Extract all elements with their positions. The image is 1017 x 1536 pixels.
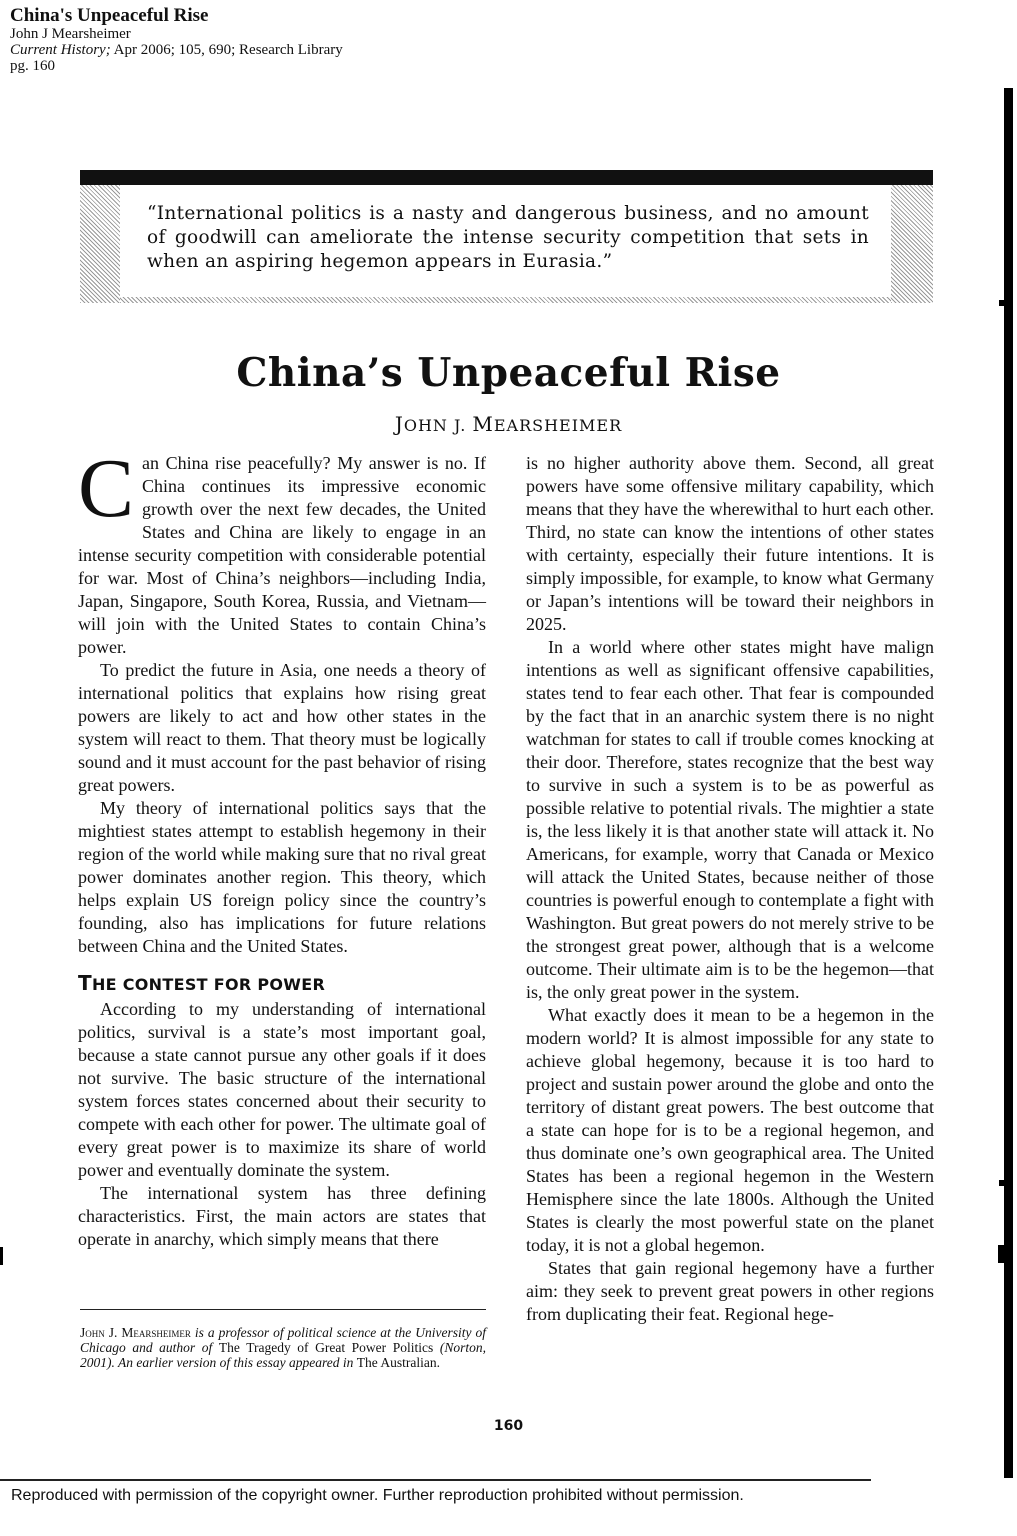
- citation-journal-line: [10, 42, 343, 58]
- pull-quote-box: [80, 170, 933, 303]
- right-column: [526, 452, 934, 1326]
- citation-page: pg. 160: [10, 58, 55, 74]
- scan-edge-bar: [1004, 88, 1013, 1478]
- citation-author: John J Mearsheimer: [10, 26, 131, 42]
- pull-quote-bottom-pattern: [120, 297, 891, 303]
- scan-mark: [0, 1247, 3, 1265]
- paragraph: According to my understanding of international politics, survival is a state’s most important goal, because a state cannot pursue any other goals if it does not survive. The basic structure of the international system forces states concerned about their security to compete with each other for power. The ultimate goal of every great power is to maximize its share of world power and eventually dominate the system.: [78, 999, 486, 1180]
- citation-header: [10, 6, 343, 74]
- paragraph: To predict the future in Asia, one needs a theory of international politics that explains how rising great powers are likely to act and how other states in the system will react to them. That theory must be logically sound and it must account for the past behavior of rising great powers.: [78, 660, 486, 795]
- pull-quote-left-pattern: [80, 185, 120, 303]
- footnote-author-name: John J. Mearsheimer: [80, 1325, 191, 1340]
- scan-mark: [999, 1180, 1005, 1186]
- left-column: [78, 442, 486, 1251]
- pull-quote-text: “International politics is a nasty and dangerous business, and no amount of goodwill can ameliorate the intense security competition that sets in when an aspiring hegemon appears in Eurasia.”: [147, 203, 869, 272]
- paragraph: is no higher authority above them. Second, all great powers have some offensive military capability, which means that they have the wherewithal to hurt each other. Third, no state can know the intentions of other states with certainty, especially their future intentions. It is simply impossible, for example, to know what Germany or Japan’s intentions will be toward their neighbors in 2025.: [526, 453, 934, 634]
- author-footnote: John J. Mearsheimer is a professor of political science at the University of Chicago and author of The Tragedy of Great Power Politics (Norton, 2001). An earlier version of this essay appeared in The Australian.: [80, 1325, 486, 1370]
- drop-cap: C: [78, 442, 135, 535]
- scan-mark: [998, 1245, 1005, 1263]
- citation-journal: Current History;: [10, 42, 111, 58]
- article-author: JOHN J. MEARSHEIMER: [394, 412, 623, 436]
- paragraph: My theory of international politics says that the mightiest states attempt to establish hegemony in their region of the world while making sure that no rival great power dominates another region. This theory, which helps explain US foreign policy since the country’s founding, also has implications for future relations between China and the United States.: [78, 798, 486, 956]
- pull-quote-top-bar: [80, 170, 933, 185]
- footnote-book-title: The Tragedy of Great Power Politics: [218, 1340, 434, 1355]
- article-title: China’s Unpeaceful Rise: [236, 350, 781, 396]
- paragraph: In a world where other states might have malign intentions as well as significant offensive capabilities, states tend to fear each other. That fear is compounded by the fact that in an anarchic system there is no night watchman for states to call if trouble comes knocking at their door. Therefore, states recognize that the best way to survive in such a system is to be as powerful as possible relative to potential rivals. The mightier a state is, the less likely it is that another state will attack it. No Americans, for example, worry that Canada or Mexico will attack the United States, because neither of those countries is powerful enough to contemplate a fight with Washington. But great powers do not merely strive to be the strongest great power, although that is a welcome outcome. Their ultimate aim is to be the hegemon—that is, the only great power in the system.: [526, 637, 934, 1002]
- paragraph: States that gain regional hegemony have a further aim: they seek to prevent great powers in other regions from duplicating their feat. Regional hege-: [526, 1258, 934, 1324]
- paragraph: Can China rise peacefully? My answer is no. If China continues its impressive economic growth over the next few decades, the United States and China are likely to engage in an intense security competition with considerable potential for war. Most of China’s neighbors—including India, Japan, Singapore, South Korea, Russia, and Vietnam—will join with the United States to contain China’s power.: [78, 442, 486, 657]
- scan-mark: [999, 300, 1005, 306]
- pull-quote-right-pattern: [891, 185, 933, 303]
- paragraph: What exactly does it mean to be a hegemon in the modern world? It is almost impossible for any state to achieve global hegemony, because it is too hard to project and sustain power around the globe and onto the territory of distant great powers. The best outcome that a state can hope for is to be a regional hegemon, and thus dominate one’s own geographical area. The United States has been a regional hegemon in the Western Hemisphere since the late 1800s. Although the United States is clearly the most powerful state on the planet today, it is not a global hegemon.: [526, 1005, 934, 1255]
- footnote-outlet: The Australian.: [356, 1355, 440, 1370]
- citation-details: Apr 2006; 105, 690; Research Library: [110, 42, 343, 58]
- page-number: 160: [493, 1418, 524, 1434]
- citation-title: China's Unpeaceful Rise: [10, 5, 209, 26]
- bottom-rule: [0, 1479, 871, 1481]
- footnote-rule: [80, 1309, 486, 1310]
- section-heading: THE CONTEST FOR POWER: [78, 971, 326, 995]
- reproduction-notice: Reproduced with permission of the copyright owner. Further reproduction prohibited without permission.: [11, 1487, 744, 1504]
- paragraph: The international system has three defining characteristics. First, the main actors are states that operate in anarchy, which simply means that there: [78, 1183, 486, 1249]
